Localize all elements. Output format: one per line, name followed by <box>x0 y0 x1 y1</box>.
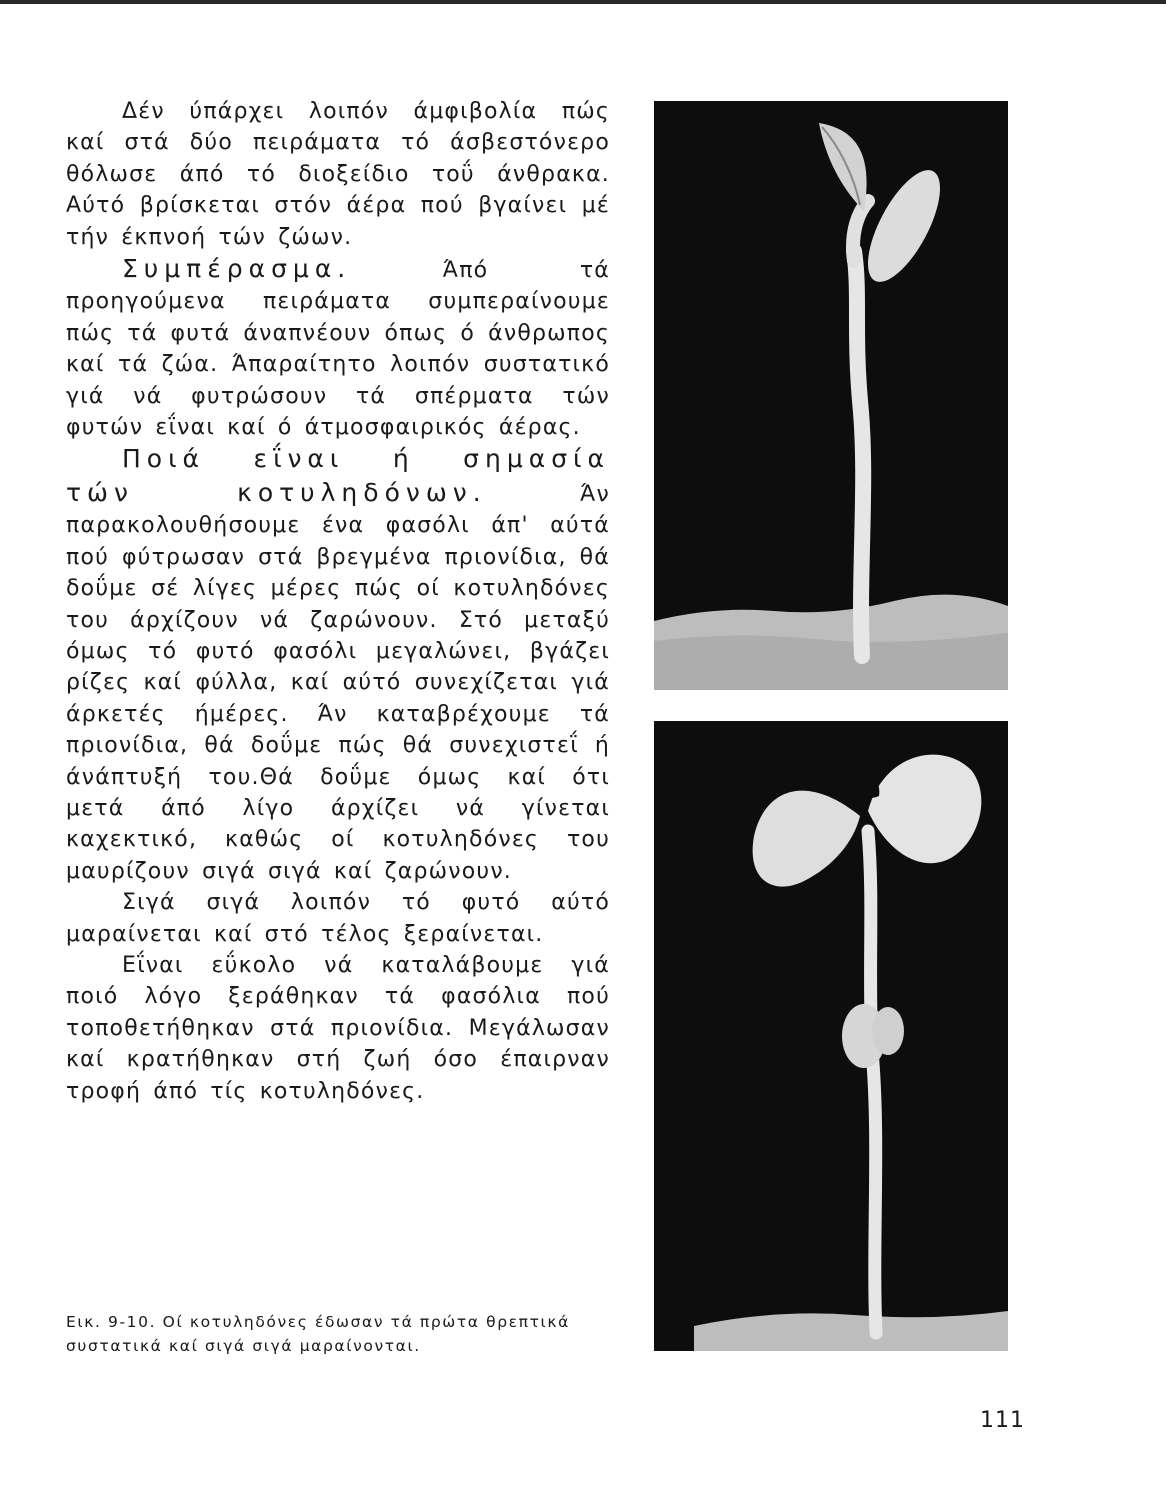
paragraph-3 <box>66 443 610 887</box>
photo-bean-seedling-grown <box>654 721 1008 1351</box>
seedling-young-drawing <box>654 101 1008 690</box>
photo-bean-seedling-young <box>654 101 1008 690</box>
paragraph-1: Δέν ύπάρχει λοιπόν άμφιβολία πώς καί στά δύο πειράματα τό άσβεστόνερο θόλωσε άπό τό διοξείδιο τοΰ άνθρακα. Αύτό βρίσκεται στόν άέρα πού βγαίνει μέ τήν έκπνοή τών ζώων. <box>66 99 610 250</box>
seedling-grown-drawing <box>654 721 1008 1351</box>
paragraph-3-body: Άν παρακολουθήσουμε ένα φασόλι άπ' αύτά πού φύτρωσαν στά βρεγμένα πριονίδια, θά δοΰμε σέ λίγες μέρες πώς οί κοτυληδόνες του άρχίζουν νά ζαρώνουν. Στό μεταξύ όμως τό φυτό φασόλι μεγαλώνει, βγάζει ρίζες καί φύλλα, καί αύτό συνεχίζεται γιά άρκετές ήμέρες. Άν καταβρέχουμε τά πριονίδια, θά δοΰμε πώς θά συνεχιστεΐ ή άνάπτυξή του.Θά δοΰμε όμως καί ότι μετά άπό λίγο άρχίζει νά γίνεται καχεκτικό, καθώς οί κοτυληδόνες του μαυρίζουν σιγά σιγά καί ζαρώνουν. <box>66 481 610 884</box>
top-border <box>0 0 1166 4</box>
paragraph-2-body: Άπό τά προηγούμενα πειράματα συμπεραίνουμε πώς τά φυτά άναπνέουν όπως ό άνθρωπος καί τά ζώα. Άπαραίτητο λοιπόν συστατικό γιά νά φυτρώσουν τά σπέρματα τών φυτών εΐναι καί ό άτμοσφαιρικός άέρας. <box>66 258 610 441</box>
paragraph-5: Εΐναι εΰκολο νά καταλάβουμε γιά ποιό λόγο ξεράθηκαν τά φασόλια πού τοποθετήθηκαν στά πριονίδια. Μεγάλωσαν καί κρατήθηκαν στή ζωή όσο έπαιρναν τροφή άπό τίς κοτυληδόνες. <box>66 952 610 1104</box>
page-number: 111 <box>980 1408 1025 1433</box>
figure-caption: Εικ. 9-10. Οί κοτυληδόνες έδωσαν τά πρώτα θρεπτικά συστατικά καί σιγά σιγά μαραίνονται. <box>66 1313 570 1355</box>
paragraph-4: Σιγά σιγά λοιπόν τό φυτό αύτό μαραίνεται καί στό τέλος ξεραίνεται. <box>66 890 610 947</box>
body-text-column <box>66 96 610 1107</box>
heading-conclusion: Συμπέρασμα. <box>122 254 352 284</box>
paragraph-2 <box>66 253 610 443</box>
heading-cotyledons: Ποιά εΐναι ή σημασία τών κοτυληδόνων. <box>66 444 610 507</box>
